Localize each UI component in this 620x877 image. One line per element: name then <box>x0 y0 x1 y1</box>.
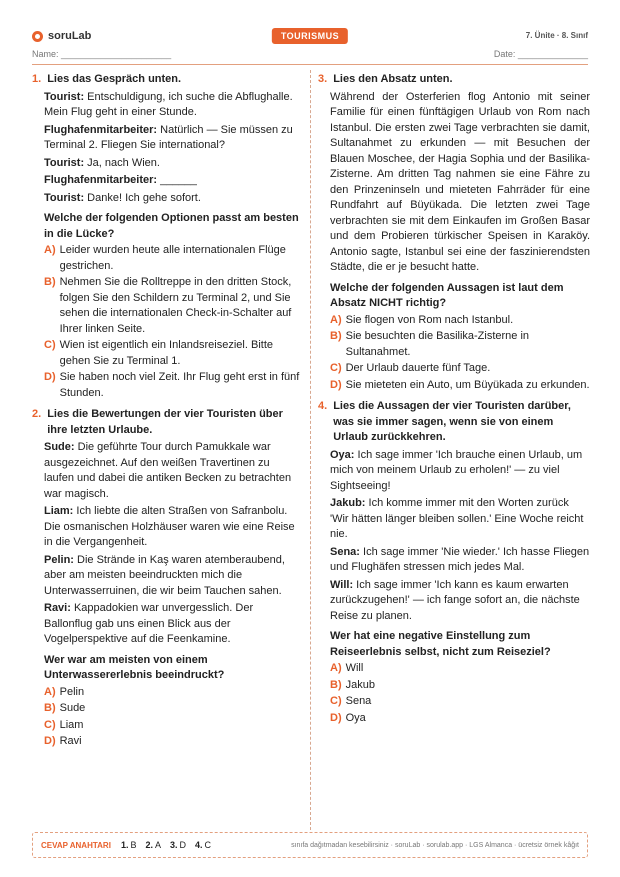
option-text: Der Urlaub dauerte fünf Tage. <box>345 362 491 374</box>
question-title: Lies die Bewertungen der vier Touristen über ihre letzten Urlaube. <box>47 408 283 436</box>
option-text: Oya <box>345 711 366 724</box>
speaker-name: Will: <box>330 578 354 591</box>
answer-option[interactable] <box>330 694 590 710</box>
line-text: Danke! Ich gehe sofort. <box>84 191 201 204</box>
option-text: Nehmen Sie die Rolltreppe in den dritten Stock, folgen Sie den Schildern zu Terminal 2, und Sie sehen die internationalen Check-in-Schalter auf Ihrer linken Seite. <box>59 276 292 335</box>
speaker-name: Flughafenmitarbeiter: <box>44 123 158 136</box>
answer-number: 4. <box>195 840 203 850</box>
answer-option[interactable] <box>330 661 590 677</box>
answer-key-item <box>195 840 211 850</box>
option-text: Sie flogen von Rom nach Istanbul. <box>345 313 514 326</box>
answer-option[interactable] <box>44 701 300 717</box>
speaker-name: Sude: <box>44 441 75 453</box>
line-text: Ja, nach Wien. <box>84 156 160 169</box>
option-letter: C) <box>330 362 342 374</box>
answer-value: D <box>179 840 187 850</box>
line-text: Entschuldigung, ich suche die Abflughalle. Mein Flug geht in einer Stunde. <box>44 90 293 118</box>
option-letter: B) <box>330 678 342 691</box>
answer-option[interactable] <box>330 329 590 360</box>
header-divider <box>32 64 588 65</box>
option-text: Wien ist eigentlich ein Inlandsreiseziel. Bitte gehen Sie zu Terminal 1. <box>59 339 273 367</box>
option-text: Jakub <box>345 678 375 691</box>
option-letter: C) <box>44 339 56 351</box>
speaker-name: Tourist: <box>44 156 85 169</box>
speaker-name: Pelin: <box>44 553 74 566</box>
answer-option[interactable] <box>44 275 300 337</box>
speaker-name: Tourist: <box>44 191 85 204</box>
dialogue-line <box>44 504 300 551</box>
page-header <box>32 28 588 68</box>
answer-value: C <box>204 840 212 850</box>
dialogue-line <box>44 191 300 207</box>
answer-option[interactable] <box>44 338 300 369</box>
option-text: Sie haben noch viel Zeit. Ihr Flug geht erst in fünf Stunden. <box>59 371 300 399</box>
answer-key-footer <box>32 832 588 858</box>
option-text: Sude <box>59 702 86 714</box>
unit-label: 7. Ünite · 8. Sınıf <box>525 31 588 40</box>
line-text: Die Strände in Kaş waren atemberaubend, aber am meisten beeindruckten mich die Unterwasserruinen, die wir beim Tauchen sahen. <box>44 553 285 597</box>
line-text: Die geführte Tour durch Pamukkale war ausgezeichnet. Auf den weißen Travertinen zu laufen und dabei die antiken Becken zu betrachten war magisch. <box>44 441 292 500</box>
question-2 <box>32 407 300 750</box>
dialogue-line <box>44 440 300 502</box>
line-text: Kappadokien war unvergesslich. Der Ballonflug gab uns einen Blick aus der Vogelperspektive auf die Feenkamine. <box>44 602 254 645</box>
question-number: 2. <box>32 408 42 420</box>
footer-note: sınıfa dağıtmadan kesebilirsiniz · soruLab · sorulab.app · LGS Almanca · ücretsiz örnek kâğıt <box>291 841 579 849</box>
option-letter: B) <box>44 702 56 714</box>
question-prompt: Welche der folgenden Optionen passt am besten in die Lücke? <box>44 212 299 240</box>
option-letter: A) <box>330 313 342 326</box>
line-text: Natürlich — Sie müssen zu Terminal 2. Fliegen Sie international? <box>44 123 293 151</box>
line-text: Ich sage immer 'Ich kann es kaum erwarten zurückzugehen!' — ich fange sofort an, die nächste Reise zu planen. <box>330 578 580 622</box>
reading-paragraph: Während der Osterferien flog Antonio mit seiner Familie für einen fünftägigen Urlaub von Rom nach Istanbul. Die ersten zwei Tage verbrachten sie damit, Sultanahmet zu erkunden — mit Besuchen der Blauen Moschee, der Hagia Sophia und der Basilika-Zisterne. Am dritten Tag nahmen sie eine Fähre zu den Prinzeninseln und mieteten Fahrräder für eine Rundfahrt auf Büyükada. Die letzten zwei Tage verbrachten sie mit dem Einkaufen im Großen Basar und dem Probieren türkischer Speisen in Karaköy. Antonio sagte, Istanbul sei eine der faszinierendsten Städte, die er je besucht hatte. <box>330 90 590 273</box>
question-number: 1. <box>32 73 42 85</box>
dialogue-line <box>330 448 590 495</box>
answer-option[interactable] <box>44 370 300 401</box>
answer-option[interactable] <box>330 313 590 329</box>
logo-icon <box>32 31 43 42</box>
option-text: Liam <box>59 718 84 731</box>
option-text: Sie mieteten ein Auto, um Büyükada zu erkunden. <box>345 378 590 391</box>
topic-badge: TOURISMUS <box>272 28 348 44</box>
question-prompt: Wer hat eine negative Einstellung zum Reiseerlebnis selbst, nicht zum Reiseziel? <box>330 630 551 658</box>
option-letter: D) <box>44 735 56 747</box>
option-letter: A) <box>44 685 56 698</box>
option-text: Sena <box>345 695 372 707</box>
question-1 <box>32 72 300 401</box>
answer-option[interactable] <box>330 711 590 727</box>
answer-number: 1. <box>120 840 129 850</box>
column-divider <box>310 70 311 830</box>
date-field: Date: ______________ <box>493 49 588 59</box>
answer-option[interactable] <box>44 718 300 734</box>
answer-option[interactable] <box>44 734 300 750</box>
dialogue-line <box>44 601 300 648</box>
answer-key-label: CEVAP ANAHTARI <box>41 840 111 850</box>
answer-key-item <box>170 840 186 850</box>
question-prompt: Wer war am meisten von einem Unterwassererlebnis beeindruckt? <box>44 653 225 681</box>
answer-option[interactable] <box>44 243 300 274</box>
dialogue-line <box>44 553 300 600</box>
brand-logo <box>32 30 91 42</box>
question-prompt: Welche der folgenden Aussagen ist laut dem Absatz NICHT richtig? <box>330 281 564 309</box>
dialogue-line <box>330 496 590 543</box>
line-text: Ich komme immer mit den Worten zurück 'Wir hätten länger bleiben sollen.' Eine Woche reicht nie. <box>330 497 584 540</box>
option-letter: D) <box>330 711 342 724</box>
answer-option[interactable] <box>44 685 300 701</box>
option-text: Ravi <box>59 735 82 747</box>
line-text: Ich sage immer 'Nie wieder.' Ich hasse Fliegen und Flughäfen stressen mich jedes Mal. <box>330 545 590 573</box>
dialogue-line <box>44 90 300 121</box>
option-letter: B) <box>330 330 342 342</box>
question-number: 3. <box>318 73 328 85</box>
question-title: Lies die Aussagen der vier Touristen darüber, was sie immer sagen, wenn sie von einem Urlaub zurückkehren. <box>333 400 571 443</box>
answer-number: 3. <box>170 840 178 850</box>
option-text: Will <box>345 662 364 674</box>
option-letter: A) <box>44 244 56 256</box>
speaker-name: Tourist: <box>44 90 85 103</box>
speaker-name: Sena: <box>330 545 360 558</box>
speaker-name: Liam: <box>44 505 74 517</box>
speaker-name: Oya: <box>330 448 355 461</box>
question-title: Lies das Gespräch unten. <box>47 73 182 85</box>
option-letter: C) <box>44 718 56 731</box>
option-letter: B) <box>44 276 56 288</box>
dialogue-line <box>330 578 590 625</box>
brand-name: soruLab <box>48 30 92 42</box>
answer-key-item <box>145 840 161 850</box>
option-letter: A) <box>330 662 342 674</box>
dialogue-line <box>44 156 300 172</box>
question-number: 4. <box>318 400 328 412</box>
name-field: Name: ______________________ <box>32 49 172 59</box>
option-letter: C) <box>330 695 342 707</box>
speaker-name: Jakub: <box>330 497 366 509</box>
line-text: Ich sage immer 'Ich brauche einen Urlaub, um mich von meinem Urlaub zu erholen!' — zu viel Sightseeing! <box>330 448 583 492</box>
question-title: Lies den Absatz unten. <box>333 73 453 85</box>
answer-value: A <box>154 840 161 850</box>
option-letter: D) <box>330 378 342 391</box>
dialogue-line <box>330 545 590 576</box>
dialogue-line <box>44 173 300 189</box>
dialogue-line <box>44 123 300 154</box>
answer-key-item <box>121 840 137 850</box>
answer-number: 2. <box>145 840 153 850</box>
answer-option[interactable] <box>330 361 590 377</box>
speaker-name: Flughafenmitarbeiter: <box>44 174 158 186</box>
left-column <box>32 72 300 750</box>
option-text: Sie besuchten die Basilika-Zisterne in Sultanahmet. <box>345 330 530 358</box>
question-3 <box>318 72 590 393</box>
answer-option[interactable] <box>330 678 590 694</box>
option-text: Leider wurden heute alle internationalen Flüge gestrichen. <box>59 244 286 272</box>
question-4 <box>318 399 590 726</box>
option-letter: D) <box>44 371 56 383</box>
answer-option[interactable] <box>330 378 590 394</box>
speaker-name: Ravi: <box>44 602 71 614</box>
option-text: Pelin <box>59 685 85 698</box>
line-text: ______ <box>157 174 197 186</box>
answer-value: B <box>130 840 137 850</box>
right-column <box>318 72 590 726</box>
line-text: Ich liebte die alten Straßen von Safranbolu. Die osmanischen Holzhäuser waren wie eine Reise in die Vergangenheit. <box>44 505 295 548</box>
